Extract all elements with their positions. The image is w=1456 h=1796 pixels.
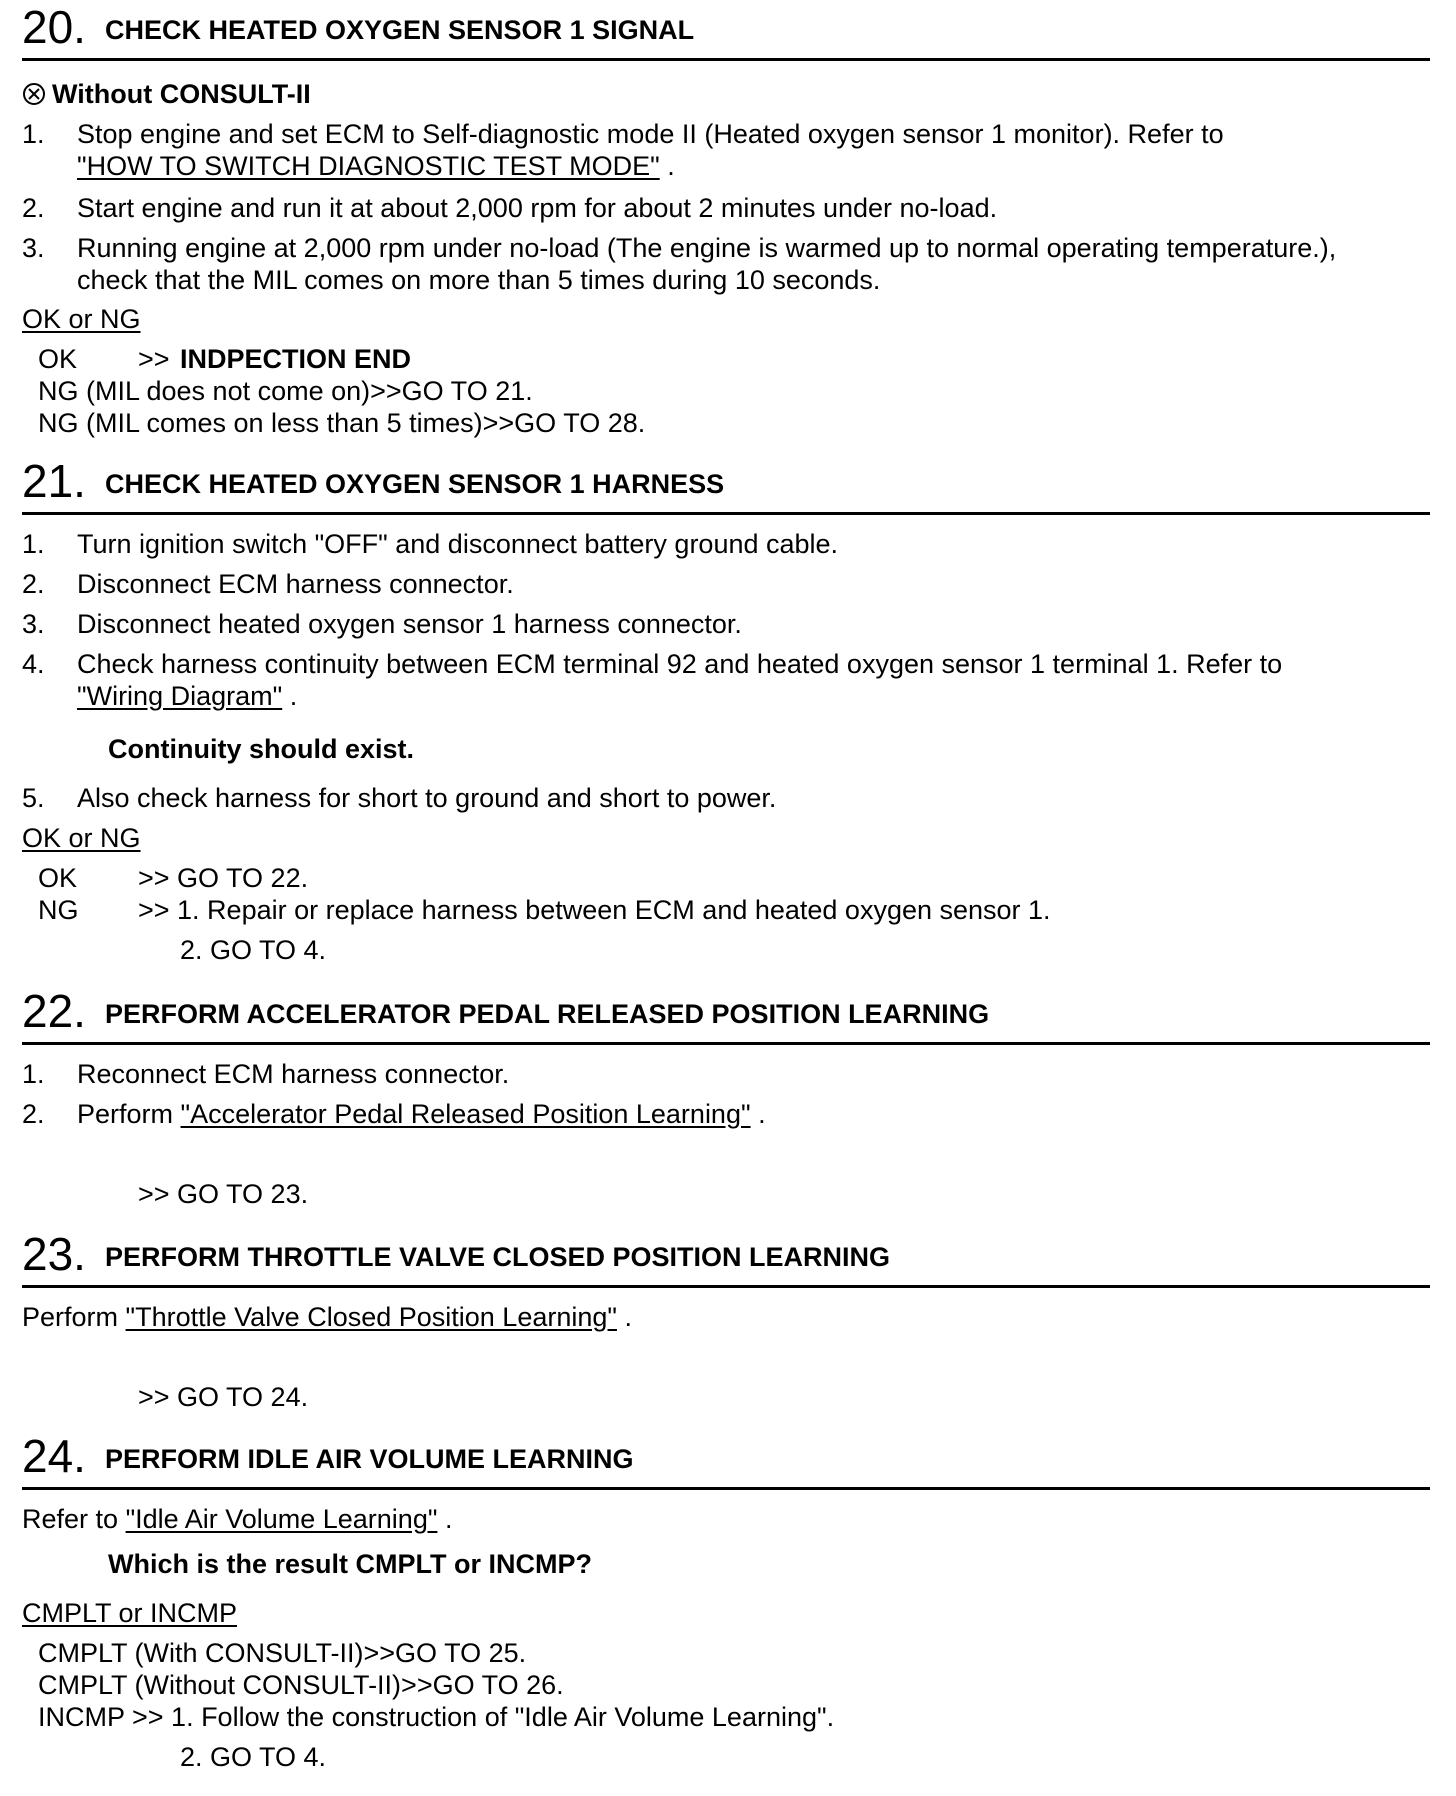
ok-arrow: >>	[138, 344, 170, 374]
section-23-number: 23.	[22, 1228, 86, 1280]
step-text: Disconnect ECM harness connector.	[77, 569, 514, 599]
diagnostic-mode-link[interactable]: "HOW TO SWITCH DIAGNOSTIC TEST MODE"	[77, 151, 660, 181]
no-consult-icon	[22, 82, 46, 106]
section-23-title: PERFORM THROTTLE VALVE CLOSED POSITION LEARNING	[105, 1242, 891, 1272]
step-text: Also check harness for short to ground and short to power.	[77, 783, 777, 813]
goto-result: >> GO TO 24.	[138, 1382, 309, 1412]
step-text: Running engine at 2,000 rpm under no-load (The engine is warmed up to normal operating temperature.),	[77, 233, 1337, 263]
section-24-number: 24.	[22, 1430, 86, 1482]
section-20-title: CHECK HEATED OXYGEN SENSOR 1 SIGNAL	[105, 15, 695, 45]
ng-result: NG (MIL does not come on)>>GO TO 21.	[38, 376, 533, 406]
ok-result: >> GO TO 22.	[138, 863, 309, 893]
step-number: 1.	[22, 119, 45, 149]
step-number: 1.	[22, 529, 45, 559]
without-consult-label: Without CONSULT-II	[52, 79, 311, 109]
body-text-lead: Perform	[22, 1302, 119, 1332]
ok-result: INDPECTION END	[180, 344, 412, 374]
punctuation: .	[758, 1099, 766, 1129]
step-number: 1.	[22, 1059, 45, 1089]
step-text: Disconnect heated oxygen sensor 1 harness connector.	[77, 609, 742, 639]
ok-or-ng-label: OK or NG	[22, 823, 141, 853]
result-line: INCMP >> 1. Follow the construction of "Idle Air Volume Learning".	[38, 1702, 835, 1732]
section-21-number: 21.	[22, 455, 86, 507]
punctuation: .	[444, 1504, 453, 1534]
result-line-cont: 2. GO TO 4.	[180, 1742, 327, 1772]
accelerator-pedal-learning-link[interactable]: "Accelerator Pedal Released Position Learning"	[180, 1099, 751, 1129]
section-21-title: CHECK HEATED OXYGEN SENSOR 1 HARNESS	[105, 469, 725, 499]
section-20-divider	[22, 58, 1430, 61]
body-text	[22, 1503, 452, 1535]
spec-text: Continuity should exist.	[108, 734, 415, 764]
ng-result: >> 1. Repair or replace harness between ECM and heated oxygen sensor 1.	[138, 895, 1051, 925]
idle-air-volume-learning-link[interactable]: "Idle Air Volume Learning"	[125, 1504, 438, 1534]
body-text	[22, 1301, 632, 1333]
step-number: 2.	[22, 193, 45, 223]
section-22-divider	[22, 1042, 1430, 1045]
section-24-title: PERFORM IDLE AIR VOLUME LEARNING	[105, 1444, 634, 1474]
section-20-number: 20.	[22, 1, 86, 53]
step-text-cont: check that the MIL comes on more than 5 times during 10 seconds.	[77, 265, 881, 295]
ok-or-ng-label: OK or NG	[22, 304, 141, 334]
section-23-divider	[22, 1285, 1430, 1288]
step-number: 3.	[22, 609, 45, 639]
step-text: Turn ignition switch "OFF" and disconnect battery ground cable.	[77, 529, 839, 559]
step-number: 2.	[22, 1099, 45, 1129]
ok-label: OK	[38, 344, 78, 374]
step-text: Stop engine and set ECM to Self-diagnostic mode II (Heated oxygen sensor 1 monitor). Refer to	[77, 119, 1224, 149]
ok-label: OK	[38, 863, 78, 893]
goto-result: >> GO TO 23.	[138, 1179, 309, 1209]
step-text: Reconnect ECM harness connector.	[77, 1059, 510, 1089]
section-21-divider	[22, 512, 1430, 515]
punctuation: .	[667, 151, 675, 181]
wiring-diagram-link[interactable]: "Wiring Diagram"	[77, 681, 283, 711]
step-text: Check harness continuity between ECM terminal 92 and heated oxygen sensor 1 terminal 1. Refer to	[77, 649, 1283, 679]
section-22-title: PERFORM ACCELERATOR PEDAL RELEASED POSITION LEARNING	[105, 999, 990, 1029]
step-text-cont	[77, 150, 675, 182]
throttle-valve-learning-link[interactable]: "Throttle Valve Closed Position Learning"	[125, 1302, 617, 1332]
step-text-cont	[77, 680, 297, 712]
step-number: 3.	[22, 233, 45, 263]
section-24-divider	[22, 1487, 1430, 1490]
cmplt-or-incmp-label: CMPLT or INCMP	[22, 1598, 238, 1628]
ng-result: NG (MIL comes on less than 5 times)>>GO TO 28.	[38, 408, 646, 438]
step-number: 2.	[22, 569, 45, 599]
punctuation: .	[624, 1302, 633, 1332]
result-line: CMPLT (With CONSULT-II)>>GO TO 25.	[38, 1638, 527, 1668]
ng-result-cont: 2. GO TO 4.	[180, 935, 327, 965]
section-22-number: 22.	[22, 985, 86, 1037]
ng-label: NG	[38, 895, 79, 925]
without-consult-heading	[22, 78, 311, 110]
question-text: Which is the result CMPLT or INCMP?	[108, 1549, 593, 1579]
punctuation: .	[289, 681, 298, 711]
step-number: 4.	[22, 649, 45, 679]
step-text-lead: Perform	[77, 1099, 174, 1129]
step-number: 5.	[22, 783, 45, 813]
step-text: Start engine and run it at about 2,000 rpm for about 2 minutes under no-load.	[77, 193, 998, 223]
result-line: CMPLT (Without CONSULT-II)>>GO TO 26.	[38, 1670, 564, 1700]
body-text-lead: Refer to	[22, 1504, 119, 1534]
step-text	[77, 1098, 766, 1130]
